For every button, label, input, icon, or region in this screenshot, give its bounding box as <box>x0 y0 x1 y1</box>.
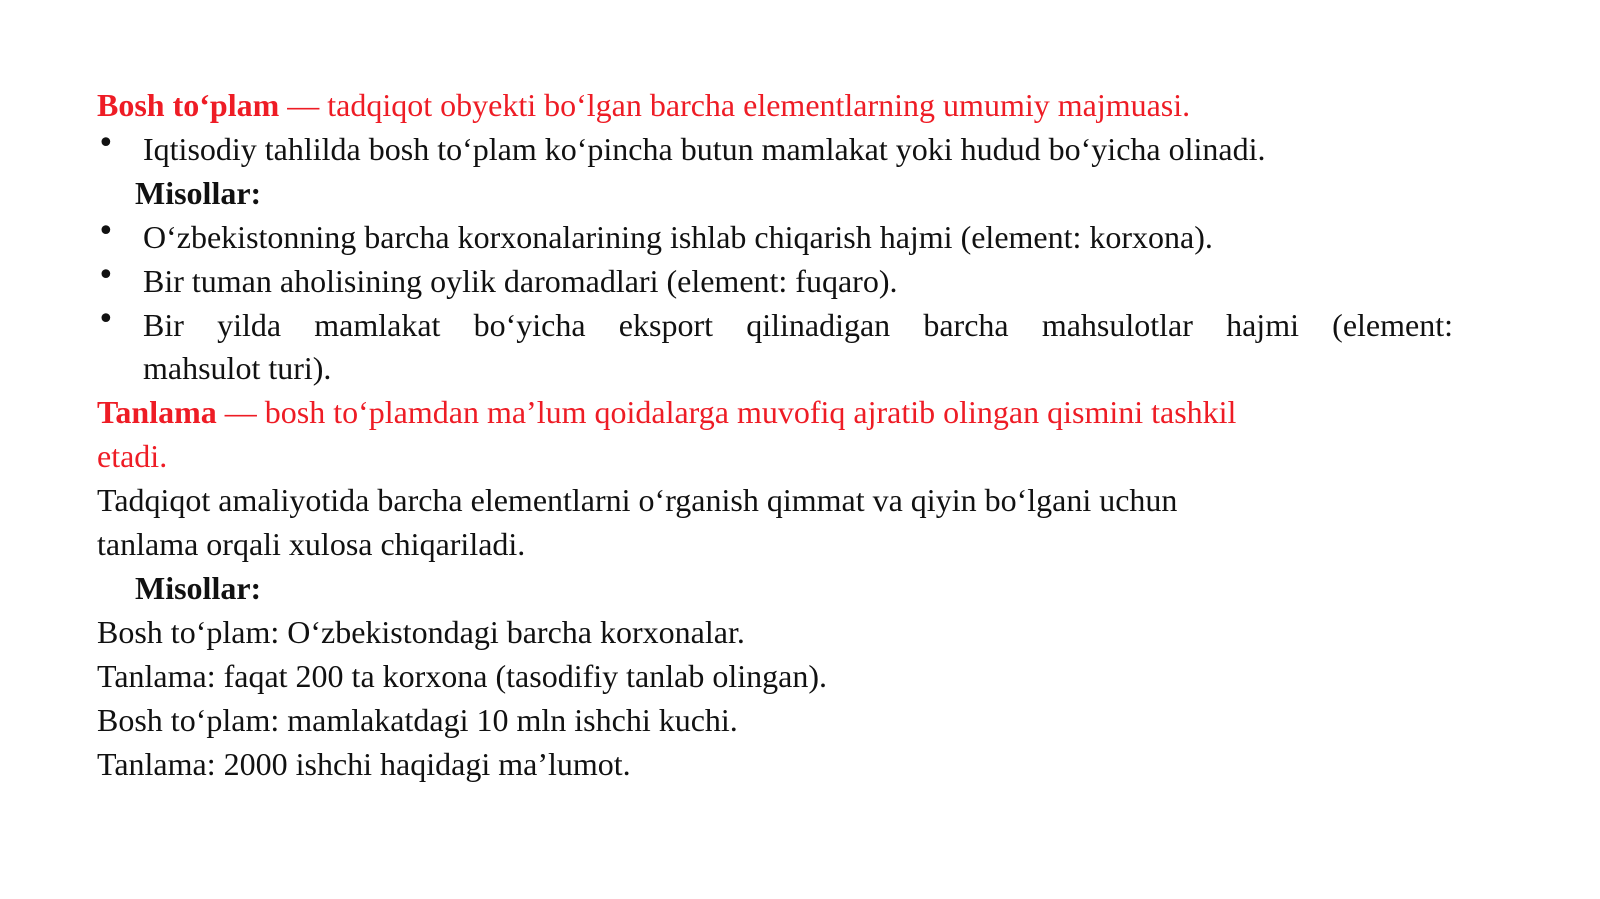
tanlama-definition-text: — bosh to‘plamdan ma’lum qoidalarga muvofiq ajratib olingan qismini tashkil <box>216 394 1237 431</box>
example-line: Tanlama: 2000 ishchi haqidagi ma’lumot. <box>97 745 631 782</box>
paragraph-line1: Tadqiqot amaliyotida barcha elementlarni o‘rganish qimmat va qiyin bo‘lgani uchun <box>97 482 1178 519</box>
tanlama-definition <box>97 391 1453 435</box>
examples-heading-1: Misollar: <box>135 174 262 211</box>
intro-bullet <box>97 125 1453 172</box>
slide-content <box>97 84 1453 787</box>
bullet-icon: • <box>97 257 115 293</box>
bullet-icon: • <box>97 213 115 249</box>
intro-bullet-text: Iqtisodiy tahlilda bosh to‘plam ko‘pincha butun mamlakat yoki hudud bo‘yicha olinadi. <box>143 130 1266 167</box>
bosh-toplam-definition <box>97 84 1453 128</box>
example-line: Tanlama: faqat 200 ta korxona (tasodifiy tanlab olingan). <box>97 657 827 694</box>
paragraph-line2: tanlama orqali xulosa chiqariladi. <box>97 526 526 563</box>
example-bullet-text: O‘zbekistonning barcha korxonalarining ishlab chiqarish hajmi (element: korxona). <box>143 218 1213 255</box>
example-bullet-1 <box>97 213 1453 260</box>
example-bullet-text: Bir tuman aholisining oylik daromadlari (element: fuqaro). <box>143 262 898 299</box>
example-bullet-2 <box>97 257 1453 304</box>
examples-heading-2: Misollar: <box>135 569 262 606</box>
example-line: Bosh to‘plam: O‘zbekistondagi barcha korxonalar. <box>97 613 745 650</box>
example-line: Bosh to‘plam: mamlakatdagi 10 mln ishchi kuchi. <box>97 701 738 738</box>
bosh-toplam-term: Bosh to‘plam <box>97 87 280 123</box>
example-bullet-3 <box>97 301 1453 348</box>
example-bullet-text-line2: mahsulot turi). <box>143 350 332 387</box>
bosh-toplam-definition-text: — tadqiqot obyekti bo‘lgan barcha elementlarning umumiy majmuasi. <box>279 87 1191 123</box>
tanlama-term: Tanlama <box>97 394 217 431</box>
tanlama-definition-line2: etadi. <box>97 438 168 475</box>
bullet-icon: • <box>97 301 115 337</box>
example-bullet-text-line1: Bir yilda mamlakat bo‘yicha eksport qilinadigan barcha mahsulotlar hajmi (element: <box>143 306 1453 343</box>
bullet-icon: • <box>97 125 115 161</box>
